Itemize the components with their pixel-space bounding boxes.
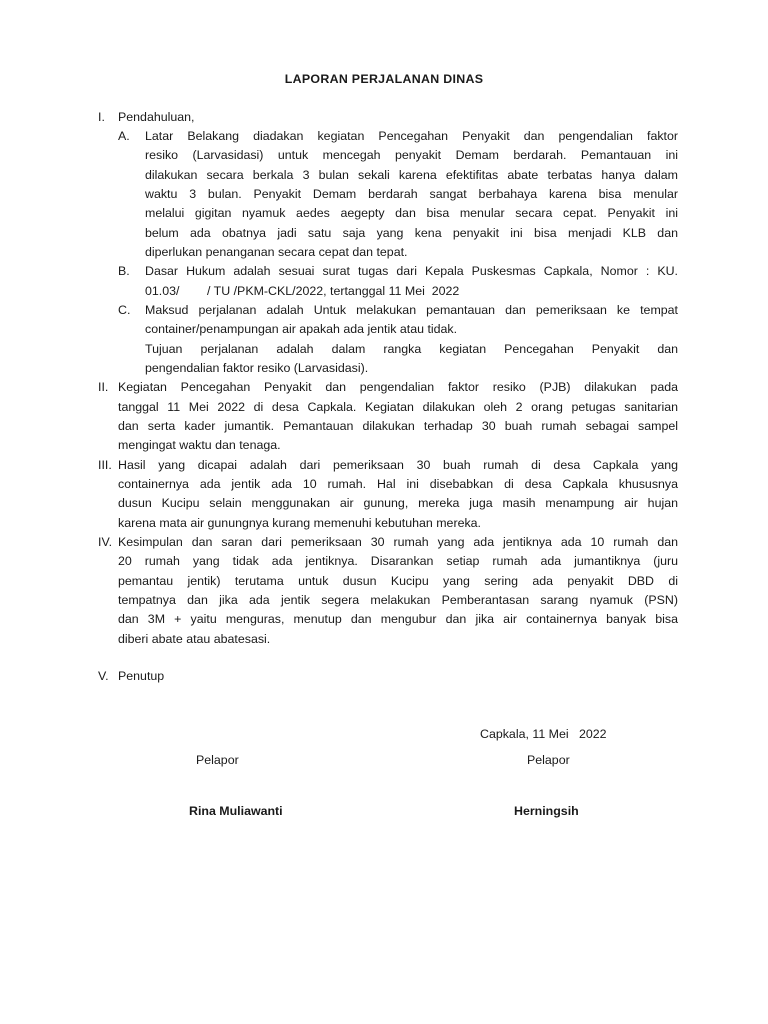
signer-role-right: Pelapor — [527, 753, 570, 767]
paragraph-line: container/penampungan air apakah ada jentik atau tidak. — [145, 322, 458, 336]
paragraph-line: dan serta kader jumantik. Pemantauan dilakukan terhadap 30 buah rumah sebagai sampel — [118, 419, 678, 433]
signer-name-right: Herningsih — [514, 804, 579, 818]
signer-name-left: Rina Muliawanti — [189, 804, 283, 818]
document-title: LAPORAN PERJALANAN DINAS — [284, 72, 484, 86]
paragraph-line: belum ada obatnya jadi satu saja yang kena penyakit ini bisa menjadi KLB dan — [145, 226, 678, 240]
paragraph-line: Maksud perjalanan adalah Untuk melakukan pemantauan dan pemeriksaan ke tempat — [145, 303, 678, 317]
paragraph-line: pemantau jentik) terutama untuk dusun Kucipu yang sering ada penyakit DBD di — [118, 574, 678, 588]
paragraph-line: tempatnya dan jika ada jentik segera melakukan Pemberantasan sarang nyamuk (PSN) — [118, 593, 678, 607]
paragraph-line: tanggal 11 Mei 2022 di desa Capkala. Kegiatan dilakukan oleh 2 orang petugas sanitarian — [118, 400, 678, 414]
paragraph-line: Dasar Hukum adalah sesuai surat tugas dari Kepala Puskesmas Capkala, Nomor : KU. — [145, 264, 678, 278]
paragraph-line: diperlukan penanganan secara cepat dan tepat. — [145, 245, 408, 259]
section-heading: Penutup — [118, 669, 165, 683]
item-letter: A. — [118, 129, 130, 143]
paragraph-line: dilakukan secara berkala 3 bulan sekali karena efektifitas abate terbatas hanya dalam — [145, 168, 678, 182]
paragraph-line: Kesimpulan dan saran dari pemeriksaan 30 rumah yang ada jentiknya ada 10 rumah dan — [118, 535, 678, 549]
paragraph-line: 20 rumah yang tidak ada jentiknya. Disarankan setiap rumah ada jumantiknya (juru — [118, 554, 678, 568]
paragraph-line: melalui gigitan nyamuk aedes aegepty dan bisa menular secara cepat. Penyakit ini — [145, 206, 678, 220]
paragraph-line: Kegiatan Pencegahan Penyakit dan pengendalian faktor resiko (PJB) dilakukan pada — [118, 380, 678, 394]
item-letter: C. — [118, 303, 131, 317]
paragraph-line: resiko (Larvasidasi) untuk mencegah penyakit Demam berdarah. Pemantauan ini — [145, 148, 678, 162]
paragraph-line: mengingat waktu dan tenaga. — [118, 438, 281, 452]
section-number: II. — [98, 380, 109, 394]
section-number: III. — [98, 458, 112, 472]
paragraph-line: Tujuan perjalanan adalah dalam rangka kegiatan Pencegahan Penyakit dan — [145, 342, 678, 356]
paragraph-line: 01.03/ / TU /PKM-CKL/2022, tertanggal 11 Mei 2022 — [145, 284, 460, 298]
paragraph-line: Latar Belakang diadakan kegiatan Pencegahan Penyakit dan pengendalian faktor — [145, 129, 678, 143]
paragraph-line: dusun Kucipu selain menggunakan air gunung, mereka juga masih menampung air hujan — [118, 496, 678, 510]
paragraph-line: waktu 3 bulan. Penyakit Demam berdarah sangat berbahaya karena bisa menular — [145, 187, 678, 201]
section-number: I. — [98, 110, 105, 124]
signer-role-left: Pelapor — [196, 753, 239, 767]
section-number: V. — [98, 669, 109, 683]
paragraph-line: dan 3M + yaitu menguras, menutup dan mengubur dan jika air containernya banyak bisa — [118, 612, 678, 626]
paragraph-line: pengendalian faktor resiko (Larvasidasi). — [145, 361, 369, 375]
place-date: Capkala, 11 Mei 2022 — [480, 727, 607, 741]
paragraph-line: diberi abate atau abatesasi. — [118, 632, 271, 646]
section-number: IV. — [98, 535, 113, 549]
section-heading: Pendahuluan, — [118, 110, 195, 124]
item-letter: B. — [118, 264, 130, 278]
paragraph-line: karena mata air gunungnya kurang memenuhi kebutuhan mereka. — [118, 516, 481, 530]
paragraph-line: containernya ada jentik ada 10 rumah. Hal ini disebabkan di desa Capkala khususnya — [118, 477, 678, 491]
paragraph-line: Hasil yang dicapai adalah dari pemeriksaan 30 buah rumah di desa Capkala yang — [118, 458, 678, 472]
